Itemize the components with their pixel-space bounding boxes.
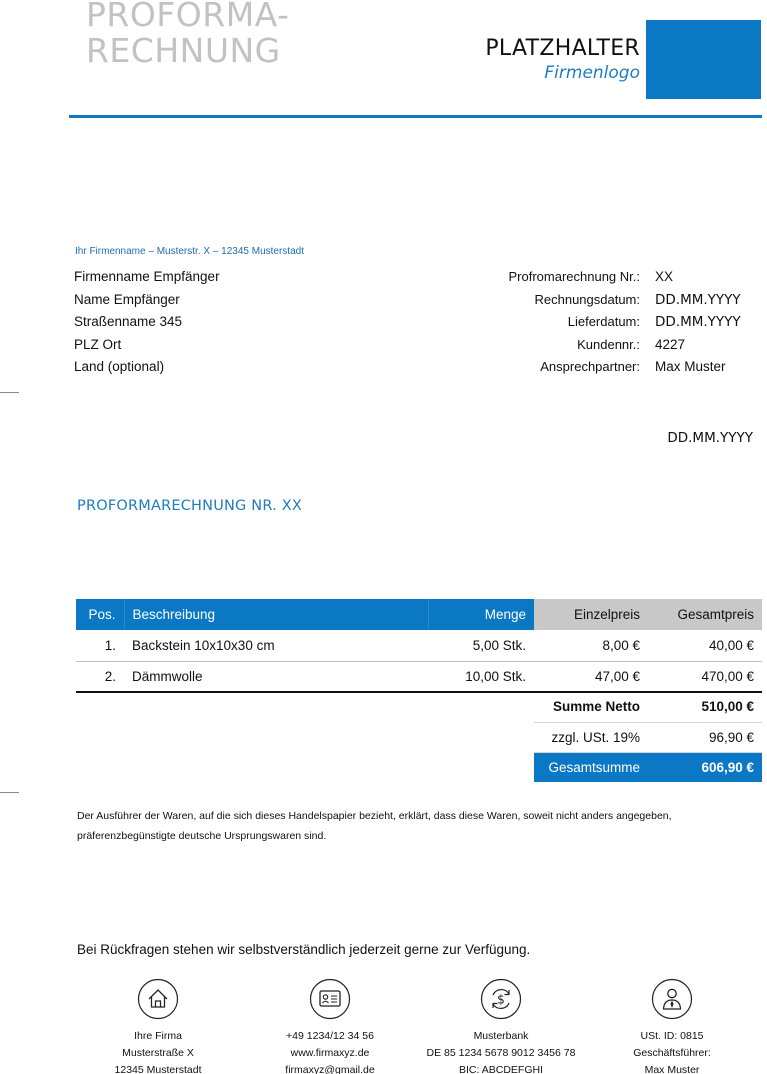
customer-number-value: 4227 <box>655 336 686 352</box>
logo-main-text: PLATZHALTER <box>485 36 640 61</box>
delivery-date-value: DD.MM.YYYY <box>655 314 741 330</box>
document-title-line2: RECHNUNG <box>86 31 281 66</box>
invoice-number-value: XX <box>655 269 674 284</box>
person-tie-icon <box>651 978 693 1020</box>
row-position: 2. <box>76 661 124 692</box>
net-total-label: Summe Netto <box>534 692 648 722</box>
invoice-meta-labels <box>508 266 640 379</box>
header-description: Beschreibung <box>124 599 428 630</box>
row-total-price: 40,00 € <box>648 630 762 661</box>
footer-ceo-label: Geschäftsführer: <box>633 1047 711 1059</box>
sender-return-line: Ihr Firmenname – Musterstr. X – 12345 Musterstadt <box>75 246 304 257</box>
footer-bank <box>416 978 586 1074</box>
tax-value: 96,90 € <box>648 722 762 752</box>
recipient-country: Land (optional) <box>74 359 165 374</box>
recipient-city: PLZ Ort <box>74 336 122 352</box>
items-table <box>76 599 762 693</box>
table-row <box>76 661 762 692</box>
net-total-value: 510,00 € <box>648 692 762 722</box>
invoice-number-label: Profromarechnung Nr.: <box>508 269 640 284</box>
contact-person-label: Ansprechpartner: <box>540 359 640 374</box>
invoice-date-value: DD.MM.YYYY <box>655 291 741 308</box>
footer-email: firmaxyz@gmail.de <box>285 1064 375 1074</box>
footer-company-line2: Musterstraße X <box>122 1047 194 1059</box>
delivery-date-label: Lieferdatum: <box>567 314 640 329</box>
footer-website: www.firmaxyz.de <box>290 1047 370 1059</box>
recipient-company: Firmenname Empfänger <box>74 269 220 284</box>
header-quantity: Menge <box>428 599 534 630</box>
footer-company-line1: Ihre Firma <box>134 1030 182 1042</box>
origin-declaration: Der Ausführer der Waren, auf die sich dieses Handelspapier bezieht, erklärt, dass diese Waren, soweit nicht anders angegeben, präferenzbegünstigte deutsche Ursprungswaren sind. <box>77 810 672 842</box>
totals-table <box>534 692 762 782</box>
header-unit-price: Einzelpreis <box>534 599 648 630</box>
contact-person-value: Max Muster <box>655 359 726 374</box>
contact-card-icon <box>309 978 351 1020</box>
net-total-row <box>534 692 762 722</box>
invoice-meta-values <box>655 266 741 379</box>
header-total-price: Gesamtpreis <box>648 599 762 630</box>
row-quantity: 5,00 Stk. <box>428 630 534 661</box>
grand-total-value: 606,90 € <box>648 752 762 782</box>
grand-total-row <box>534 752 762 782</box>
footer-bic: BIC: ABCDEFGHI <box>458 1064 543 1074</box>
header-position: Pos. <box>76 599 124 630</box>
logo-box <box>646 20 761 99</box>
table-row <box>76 630 762 661</box>
logo-sub-text: Firmenlogo <box>544 63 640 83</box>
footer-company <box>73 978 243 1074</box>
tax-row <box>534 722 762 752</box>
invoice-heading: PROFORMARECHNUNG NR. XX <box>77 498 302 514</box>
header-divider <box>69 115 762 118</box>
row-total-price: 470,00 € <box>648 661 762 692</box>
document-date: DD.MM.YYYY <box>667 430 753 446</box>
money-transfer-icon <box>480 978 522 1020</box>
footer-ceo-name: Max Muster <box>644 1064 700 1074</box>
tax-label: zzgl. USt. 19% <box>534 722 648 752</box>
row-position: 1. <box>76 630 124 661</box>
footer-vat-id: USt. ID: 0815 <box>640 1030 704 1042</box>
company-logo-text <box>485 36 640 84</box>
customer-number-label: Kundennr.: <box>577 336 640 352</box>
recipient-address <box>74 266 220 379</box>
row-description: Backstein 10x10x30 cm <box>124 630 428 661</box>
recipient-street: Straßenname 345 <box>74 314 183 329</box>
recipient-name: Name Empfänger <box>74 291 180 307</box>
fold-mark-bottom <box>0 792 19 793</box>
footer-management <box>587 978 757 1074</box>
house-icon <box>137 978 179 1020</box>
footer-iban: DE 85 1234 5678 9012 3456 78 <box>426 1047 576 1059</box>
fold-mark-top <box>0 392 19 393</box>
footer-phone: +49 1234/12 34 56 <box>286 1030 374 1042</box>
invoice-date-label: Rechnungsdatum: <box>534 291 640 307</box>
svg-text:$: $ <box>497 992 505 1007</box>
footer-company-line3: 12345 Musterstadt <box>114 1064 202 1074</box>
footer-contact <box>245 978 415 1074</box>
row-unit-price: 8,00 € <box>534 630 648 661</box>
footer-bank-name: Musterbank <box>473 1030 529 1042</box>
row-description: Dämmwolle <box>124 661 428 692</box>
grand-total-label: Gesamtsumme <box>534 752 648 782</box>
row-unit-price: 47,00 € <box>534 661 648 692</box>
document-title-line1: PROFORMA- <box>86 0 290 34</box>
row-quantity: 10,00 Stk. <box>428 661 534 692</box>
closing-sentence: Bei Rückfragen stehen wir selbstverständlich jederzeit gerne zur Verfügung. <box>77 942 531 957</box>
table-header-row <box>76 599 762 630</box>
document-title <box>86 0 386 66</box>
